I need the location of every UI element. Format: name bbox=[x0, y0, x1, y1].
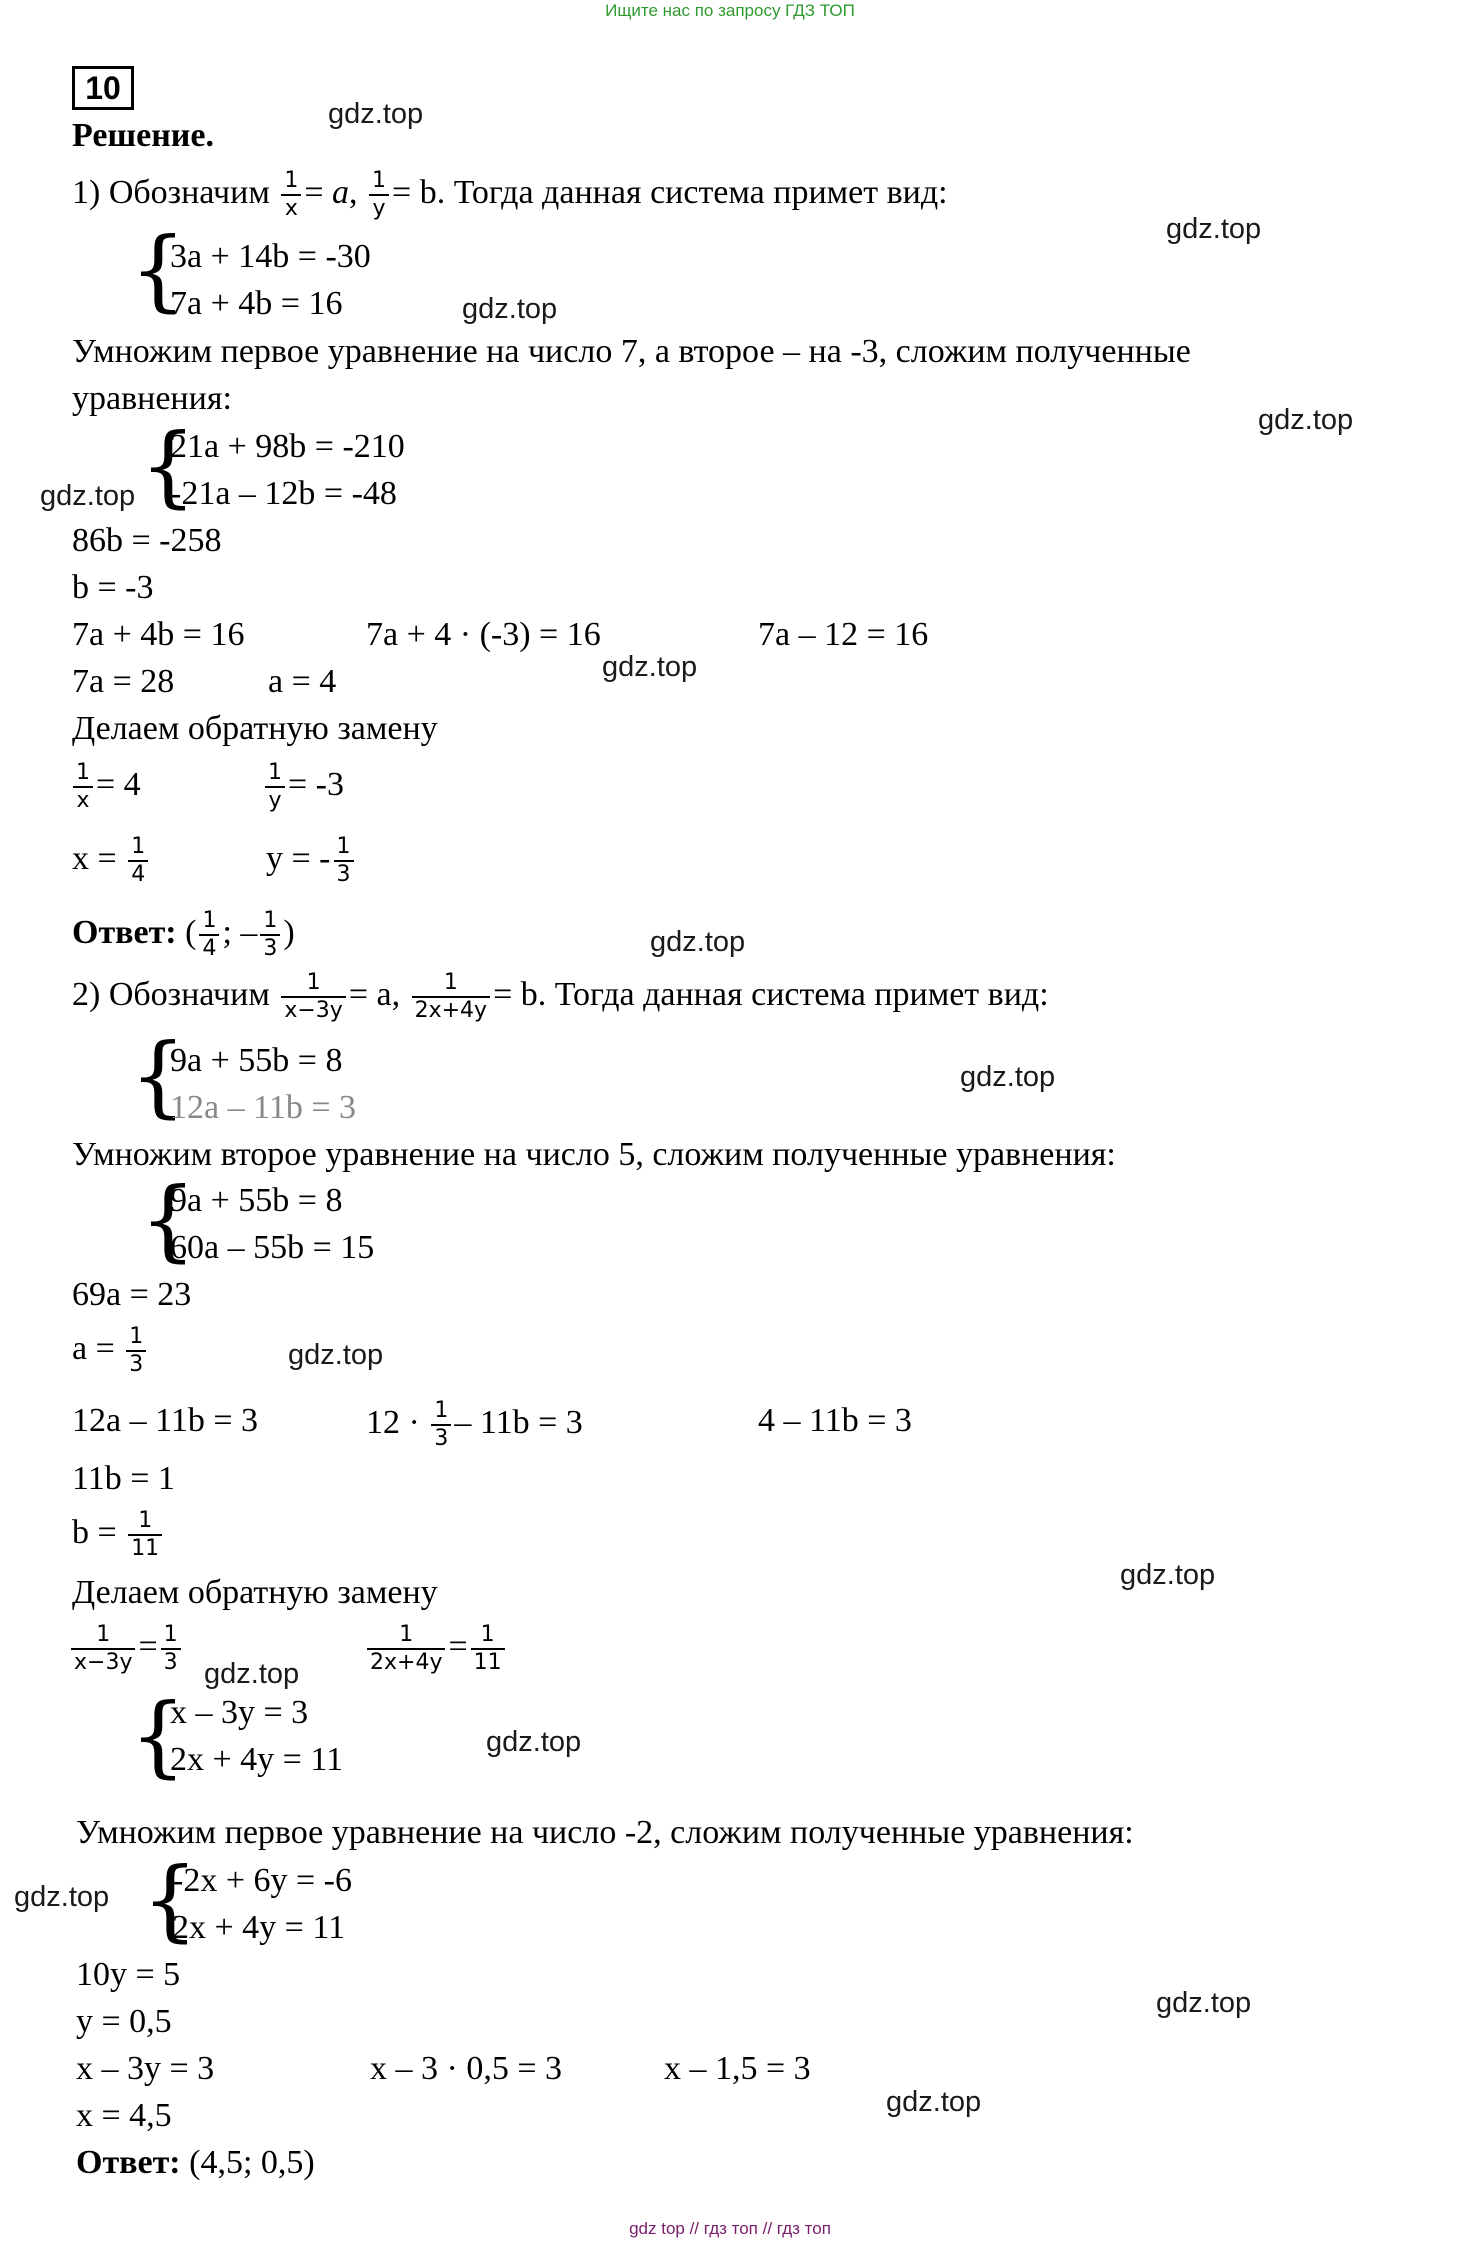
part1-frac1 bbox=[281, 168, 301, 222]
p1-rev1-frac bbox=[73, 760, 93, 814]
p1-x-lhs: x = bbox=[72, 839, 117, 877]
part2-intro bbox=[72, 970, 1049, 1024]
p2-step3b-frac bbox=[431, 1398, 451, 1452]
p1-y-frac bbox=[334, 834, 354, 888]
p2-step3a: 12a – 11b = 3 bbox=[72, 1402, 259, 1439]
p1-sys2-eq2: -21a – 12b = -48 bbox=[170, 475, 397, 512]
p2-sys3-eq2: 2x + 4y = 11 bbox=[170, 1741, 344, 1778]
p1-multiply-2: уравнения: bbox=[72, 380, 232, 417]
frac-num: 1 bbox=[263, 908, 278, 933]
p2-multiply2: Умножим первое уравнение на число -2, сложим полученные уравнения: bbox=[76, 1814, 1134, 1851]
p2-sys3-eq1: x – 3y = 3 bbox=[170, 1694, 309, 1731]
watermark: gdz.top bbox=[14, 1881, 110, 1913]
p2-sys1-eq2: 12a – 11b = 3 bbox=[170, 1089, 357, 1126]
answer-paren: ) bbox=[283, 913, 295, 951]
brace-icon: { bbox=[130, 218, 186, 321]
p2-step3c: 4 – 11b = 3 bbox=[758, 1402, 912, 1439]
watermark: gdz.top bbox=[40, 480, 136, 512]
frac-den: 4 bbox=[199, 934, 219, 962]
part2-intro-text: 2) Обозначим bbox=[72, 975, 270, 1013]
answer-label: Ответ: bbox=[76, 2144, 181, 2181]
p1-step1: 86b = -258 bbox=[72, 522, 222, 559]
brace-icon: { bbox=[140, 414, 196, 517]
p1-sys2-eq1: 21a + 98b = -210 bbox=[170, 428, 405, 465]
watermark: gdz.top bbox=[1156, 1987, 1252, 2019]
frac-den: 3 bbox=[260, 934, 280, 962]
top-banner[interactable]: Ищите нас по запросу ГДЗ ТОП bbox=[605, 1, 855, 20]
p2-sys2-eq2: 60a – 55b = 15 bbox=[170, 1229, 375, 1266]
p1-x-frac bbox=[128, 834, 148, 888]
frac-den: 3 bbox=[431, 1424, 451, 1452]
watermark: gdz.top bbox=[1166, 213, 1262, 245]
frac-den: 3 bbox=[161, 1648, 181, 1676]
frac-den: x bbox=[73, 786, 93, 814]
p1-step4b: a = 4 bbox=[268, 663, 337, 700]
p2-a-lhs: a = bbox=[72, 1329, 115, 1367]
p1-rev2 bbox=[262, 760, 344, 814]
watermark: gdz.top bbox=[288, 1339, 384, 1371]
frac-num: 1 bbox=[138, 1508, 153, 1533]
frac-den: y bbox=[369, 194, 389, 222]
frac-num: 1 bbox=[372, 168, 387, 193]
p1-step4a: 7a = 28 bbox=[72, 663, 175, 700]
part1-intro-tail: = b. Тогда данная система примет вид: bbox=[392, 173, 948, 211]
frac-num: 1 bbox=[129, 1324, 144, 1349]
p2-step7c: x – 1,5 = 3 bbox=[664, 2050, 811, 2087]
watermark: gdz.top bbox=[960, 1061, 1056, 1093]
frac-den: y bbox=[265, 786, 285, 814]
frac-den: 2x+4y bbox=[412, 996, 490, 1024]
p2-a-frac bbox=[126, 1324, 146, 1378]
frac-num: 1 bbox=[443, 970, 458, 995]
p1-step3c: 7a – 12 = 16 bbox=[758, 616, 929, 653]
p1-ans-y-frac bbox=[260, 908, 280, 962]
answer-paren: ( bbox=[185, 913, 197, 951]
p2-step8: x = 4,5 bbox=[76, 2097, 172, 2134]
frac-num: 1 bbox=[131, 834, 146, 859]
p2-answer bbox=[76, 2142, 315, 2184]
frac-den: 2x+4y bbox=[367, 1648, 445, 1676]
p1-sys1-eq2: 7a + 4b = 16 bbox=[170, 285, 343, 322]
p2-rev1-frac bbox=[71, 1622, 135, 1676]
watermark: gdz.top bbox=[1258, 404, 1354, 436]
brace-icon: { bbox=[140, 1168, 196, 1271]
p1-rev1-rhs: = 4 bbox=[96, 765, 141, 803]
p1-rev1 bbox=[70, 760, 141, 814]
solution-heading: Решение. bbox=[72, 117, 214, 154]
frac-num: 1 bbox=[306, 970, 321, 995]
part2-eq-a: = a, bbox=[348, 975, 401, 1013]
watermark: gdz.top bbox=[886, 2086, 982, 2118]
frac-den: x bbox=[281, 194, 301, 222]
part1-intro bbox=[72, 168, 948, 222]
p2-sys1-eq1: 9a + 55b = 8 bbox=[170, 1042, 343, 1079]
p1-reverse: Делаем обратную замену bbox=[72, 710, 438, 747]
p2-step5: 10y = 5 bbox=[76, 1956, 181, 1993]
p2-step6: y = 0,5 bbox=[76, 2003, 172, 2040]
p2-b-lhs: b = bbox=[72, 1513, 117, 1551]
watermark: gdz.top bbox=[602, 651, 698, 683]
p2-step4: 11b = 1 bbox=[72, 1460, 175, 1497]
frac-num: 1 bbox=[399, 1622, 414, 1647]
watermark: gdz.top bbox=[462, 293, 558, 325]
frac-den: 3 bbox=[126, 1350, 146, 1378]
frac-num: 1 bbox=[284, 168, 299, 193]
frac-num: 1 bbox=[434, 1398, 449, 1423]
frac-den: 11 bbox=[128, 1534, 162, 1562]
frac-num: 1 bbox=[202, 908, 217, 933]
watermark: gdz.top bbox=[486, 1726, 582, 1758]
p1-ans-x-frac bbox=[199, 908, 219, 962]
p1-y-lhs: y = - bbox=[266, 839, 331, 877]
p2-step7b: x – 3 · 0,5 = 3 bbox=[370, 2050, 562, 2087]
p1-x-value bbox=[72, 834, 151, 888]
watermark: gdz.top bbox=[650, 926, 746, 958]
watermark: gdz.top bbox=[204, 1658, 300, 1690]
answer-label: Ответ: bbox=[72, 913, 177, 951]
frac-den: 4 bbox=[128, 860, 148, 888]
p1-sys1-eq1: 3a + 14b = -30 bbox=[170, 238, 371, 275]
brace-icon: { bbox=[130, 1024, 186, 1127]
p2-sys4-eq2: 2x + 4y = 11 bbox=[172, 1909, 346, 1946]
p1-y-value bbox=[266, 834, 357, 888]
part1-frac2 bbox=[369, 168, 389, 222]
part1-comma: , bbox=[349, 173, 358, 211]
frac-num: 1 bbox=[96, 1622, 111, 1647]
frac-num: 1 bbox=[336, 834, 351, 859]
brace-icon: { bbox=[142, 1848, 198, 1951]
p2-b-frac bbox=[128, 1508, 162, 1562]
p1-rev2-rhs: = -3 bbox=[288, 765, 344, 803]
answer-value: (4,5; 0,5) bbox=[189, 2144, 315, 2181]
frac-den: 3 bbox=[334, 860, 354, 888]
p2-reverse: Делаем обратную замену bbox=[72, 1574, 438, 1611]
frac-den: 11 bbox=[471, 1648, 505, 1676]
watermark: gdz.top bbox=[1120, 1559, 1216, 1591]
p1-answer bbox=[72, 908, 295, 962]
p2-rev2 bbox=[364, 1622, 508, 1676]
p2-rev1-rhs-frac bbox=[161, 1622, 181, 1676]
p2-multiply: Умножим второе уравнение на число 5, сложим полученные уравнения: bbox=[72, 1136, 1116, 1173]
part2-intro-tail: = b. Тогда данная система примет вид: bbox=[493, 975, 1049, 1013]
part2-frac1 bbox=[281, 970, 345, 1024]
p2-sys2-eq1: 9a + 55b = 8 bbox=[170, 1182, 343, 1219]
p2-rev1 bbox=[68, 1622, 184, 1676]
frac-num: 1 bbox=[480, 1622, 495, 1647]
frac-num: 1 bbox=[163, 1622, 178, 1647]
p2-rev2-equals: = bbox=[448, 1627, 468, 1665]
p2-step7a: x – 3y = 3 bbox=[76, 2050, 215, 2087]
p1-step2: b = -3 bbox=[72, 569, 154, 606]
watermark: gdz.top bbox=[328, 98, 424, 130]
p2-sys4-eq1: -2x + 6y = -6 bbox=[172, 1862, 352, 1899]
p2-rev1-equals: = bbox=[138, 1627, 158, 1665]
frac-den: x−3y bbox=[71, 1648, 135, 1676]
p2-rev2-frac bbox=[367, 1622, 445, 1676]
p2-rev2-rhs-frac bbox=[471, 1622, 505, 1676]
brace-icon: { bbox=[130, 1684, 186, 1787]
p1-step3b: 7a + 4 · (-3) = 16 bbox=[366, 616, 601, 653]
p2-step3b-rhs: – 11b = 3 bbox=[454, 1403, 583, 1441]
p2-step3b-lhs: 12 · bbox=[366, 1403, 420, 1441]
p2-a-value bbox=[72, 1324, 149, 1378]
p2-b-value bbox=[72, 1508, 165, 1562]
part1-var-a: a bbox=[332, 173, 350, 211]
problem-number: 10 bbox=[72, 66, 134, 110]
p1-step3a: 7a + 4b = 16 bbox=[72, 616, 245, 653]
frac-num: 1 bbox=[268, 760, 282, 785]
p2-step1: 69a = 23 bbox=[72, 1276, 192, 1313]
frac-num: 1 bbox=[76, 760, 90, 785]
p2-step3b bbox=[366, 1398, 583, 1452]
part2-frac2 bbox=[412, 970, 490, 1024]
p1-rev2-frac bbox=[265, 760, 285, 814]
frac-den: x−3y bbox=[281, 996, 345, 1024]
footer-links[interactable]: gdz top // гдз топ // гдз топ bbox=[629, 2219, 831, 2238]
p1-multiply-1: Умножим первое уравнение на число 7, а второе – на -3, сложим полученные bbox=[72, 333, 1191, 370]
part1-intro-text: 1) Обозначим bbox=[72, 173, 270, 211]
part1-eq-sign: = bbox=[304, 173, 333, 211]
answer-separator: ; – bbox=[222, 913, 258, 951]
